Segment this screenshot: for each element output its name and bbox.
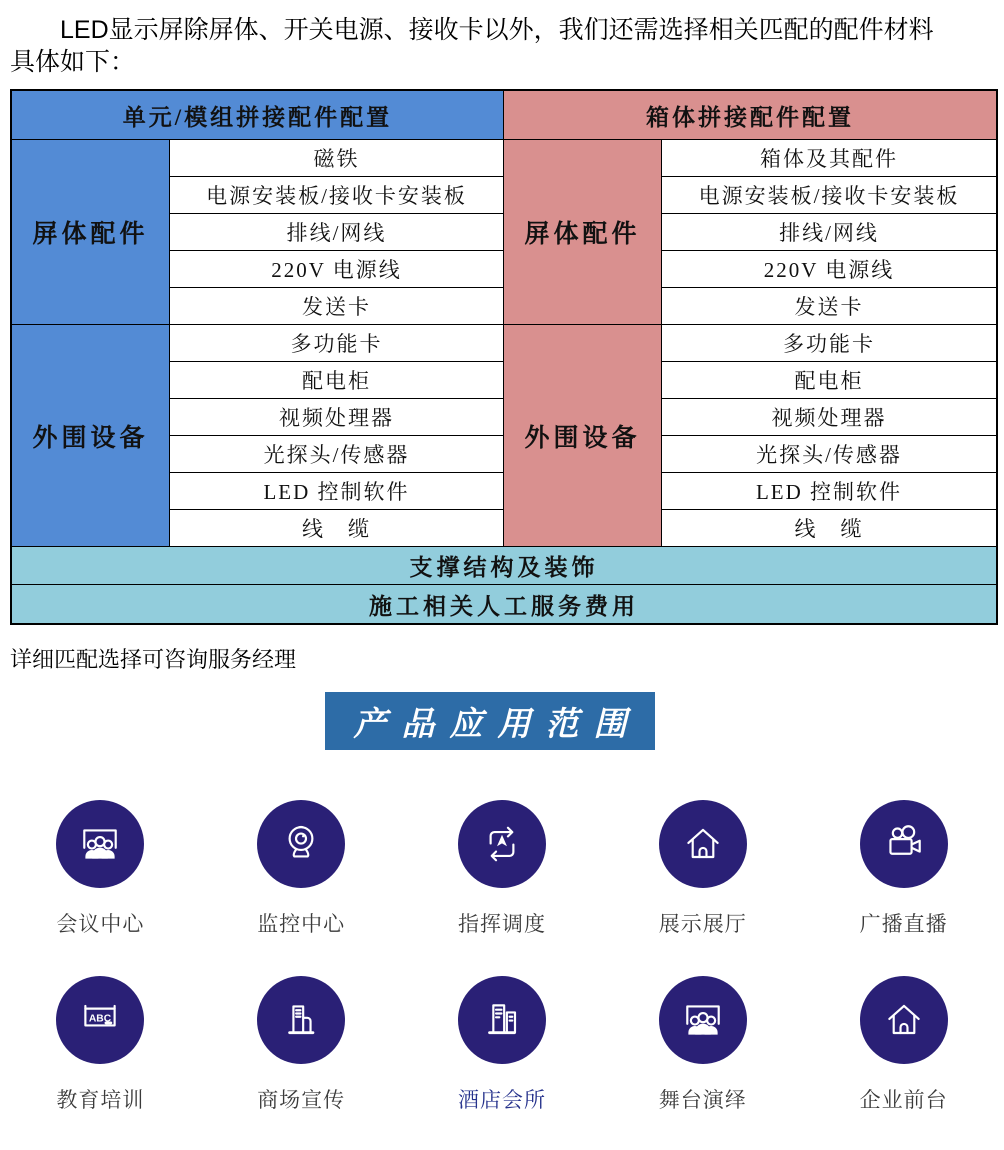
table-cell: LED 控制软件 (170, 473, 504, 510)
table-cell: 220V 电源线 (170, 251, 504, 288)
application-item-corporate-front-desk (860, 976, 948, 1114)
left-table-header: 单元/模组拼接配件配置 (12, 91, 504, 140)
table-cell: 箱体及其配件 (662, 140, 996, 177)
intro-line-2: 具体如下： (10, 48, 136, 76)
application-item-broadcast-live (860, 800, 948, 938)
application-label: 酒店会所 (457, 1089, 546, 1112)
table-cell: 排线/网线 (662, 214, 996, 251)
accessory-config-table (10, 89, 998, 625)
application-item-education-training (56, 976, 144, 1114)
table-cell: 线 缆 (662, 510, 996, 547)
meeting-icon (56, 800, 144, 888)
application-item-monitoring-center (257, 800, 345, 938)
table-cell: 电源安装板/接收卡安装板 (170, 177, 504, 214)
stage-audience-icon (659, 976, 747, 1064)
table-cell: 多功能卡 (170, 325, 504, 362)
application-label: 舞台演绎 (658, 1089, 747, 1112)
intro-line-1: LED显示屏除屏体、开关电源、接收卡以外，我们还需选择相关匹配的配件材料 (60, 16, 934, 44)
video-camera-icon (860, 800, 948, 888)
blackboard-abc-icon (56, 976, 144, 1064)
table-cell: 磁铁 (170, 140, 504, 177)
application-grid (0, 800, 1004, 1114)
table-cell: 220V 电源线 (662, 251, 996, 288)
mall-building-icon (257, 976, 345, 1064)
board-text: ABC (89, 1013, 112, 1025)
application-scope-banner (325, 692, 655, 750)
application-label: 监控中心 (257, 913, 346, 936)
webcam-icon (257, 800, 345, 888)
hotel-buildings-icon (458, 976, 546, 1064)
table-cell: LED 控制软件 (662, 473, 996, 510)
consult-note: 详细匹配选择可咨询服务经理 (10, 647, 297, 672)
application-label: 指挥调度 (457, 913, 546, 936)
table-cell: 光探头/传感器 (662, 436, 996, 473)
application-item-command-dispatch (458, 800, 546, 938)
application-item-exhibition-hall (659, 800, 747, 938)
application-label: 会议中心 (56, 913, 145, 936)
left-group-label-screen-accessories: 屏体配件 (12, 140, 170, 325)
application-item-hotel-club (458, 976, 546, 1114)
table-cell: 配电柜 (170, 362, 504, 399)
table-cell: 电源安装板/接收卡安装板 (662, 177, 996, 214)
right-table-header: 箱体拼接配件配置 (504, 91, 996, 140)
table-cell: 配电柜 (662, 362, 996, 399)
right-group-label-peripherals: 外围设备 (504, 325, 662, 547)
banner-title: 产品应用范围 (353, 706, 642, 743)
right-group-label-screen-accessories: 屏体配件 (504, 140, 662, 325)
application-item-mall-promotion (257, 976, 345, 1114)
application-label: 广播直播 (859, 913, 948, 936)
home-icon (659, 800, 747, 888)
intro-paragraph (0, 0, 1004, 78)
application-label: 企业前台 (859, 1089, 948, 1112)
table-cell: 视频处理器 (662, 399, 996, 436)
application-label: 教育培训 (56, 1089, 145, 1112)
table-cell: 线 缆 (170, 510, 504, 547)
table-cell: 排线/网线 (170, 214, 504, 251)
application-item-stage-performance (659, 976, 747, 1114)
dispatch-arrows-icon (458, 800, 546, 888)
table-cell: 光探头/传感器 (170, 436, 504, 473)
footer-row-labor-cost: 施工相关人工服务费用 (12, 585, 996, 623)
home-icon (860, 976, 948, 1064)
application-label: 展示展厅 (658, 913, 747, 936)
table-cell: 视频处理器 (170, 399, 504, 436)
footer-row-support-structure: 支撑结构及装饰 (12, 547, 996, 585)
table-cell: 多功能卡 (662, 325, 996, 362)
table-cell: 发送卡 (170, 288, 504, 325)
application-item-meeting-center (56, 800, 144, 938)
table-cell: 发送卡 (662, 288, 996, 325)
left-group-label-peripherals: 外围设备 (12, 325, 170, 547)
application-label: 商场宣传 (257, 1089, 346, 1112)
